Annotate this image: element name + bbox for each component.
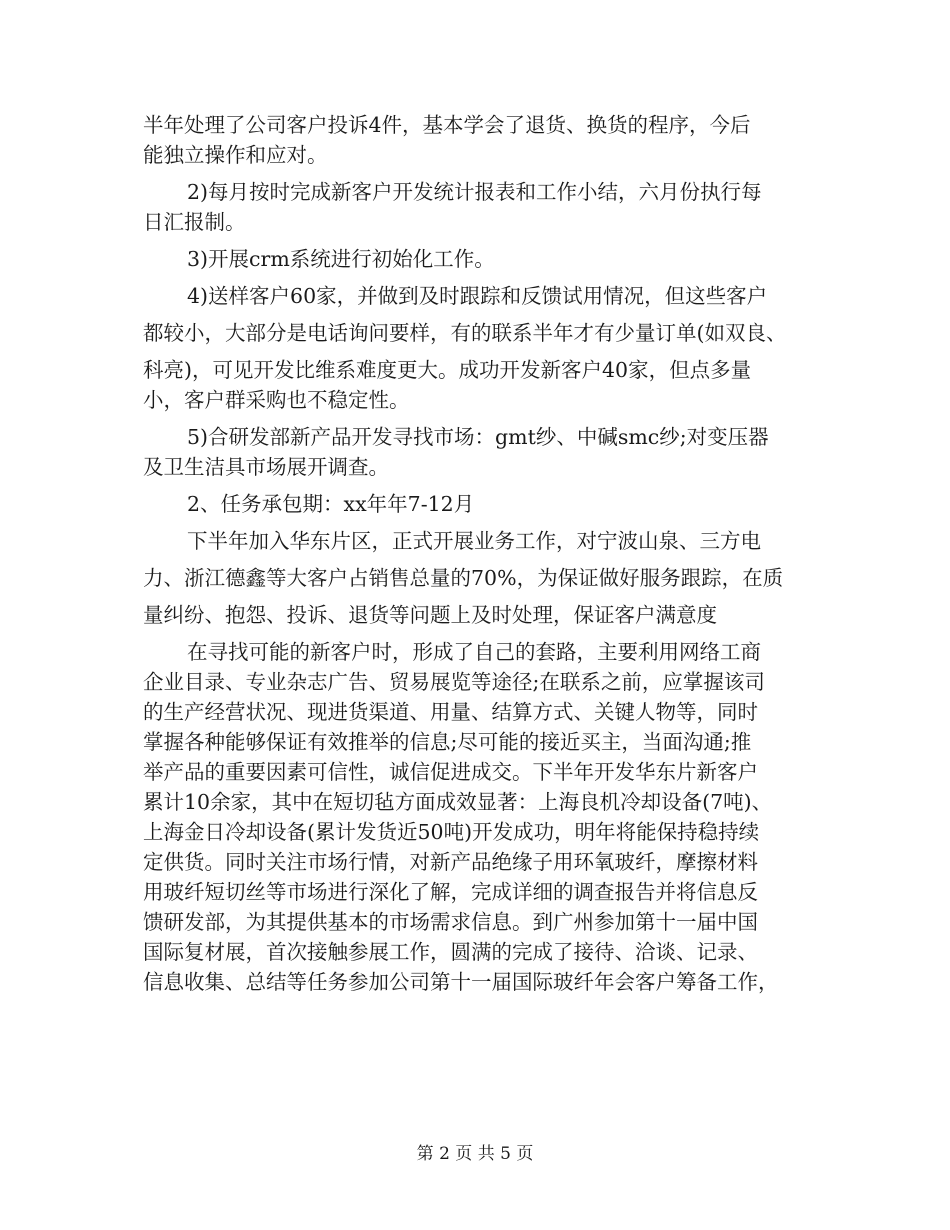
page-footer: 第 2 页 共 5 页 — [416, 1144, 534, 1164]
text-line: 信息收集、总结等任务参加公司第十一届国际玻纤年会客户筹备工作， — [143, 970, 779, 994]
text-line: 4)送样客户60家，并做到及时跟踪和反馈试用情况，但这些客户 — [187, 284, 768, 308]
text-line: 2、任务承包期：xx年年7-12月 — [187, 492, 475, 516]
text-line: 累计10余家，其中在短切毡方面成效显著：上海良机冷却设备(7吨)、 — [143, 790, 773, 814]
text-line: 上海金日冷却设备(累计发货近50吨)开发成功，明年将能保持稳持续 — [143, 820, 760, 844]
text-line: 国际复材展，首次接触参展工作，圆满的完成了接待、洽谈、记录、 — [143, 940, 758, 964]
text-line: 量纠纷、抱怨、投诉、退货等问题上及时处理，保证客户满意度 — [143, 603, 717, 627]
text-line: 能独立操作和应对。 — [143, 143, 328, 167]
text-line: 都较小，大部分是电话询问要样，有的联系半年才有少量订单(如双良、 — [143, 321, 787, 345]
text-line: 下半年加入华东片区，正式开展业务工作，对宁波山泉、三方电 — [187, 529, 761, 553]
text-line: 在寻找可能的新客户时，形成了自己的套路，主要利用网络工商 — [187, 640, 761, 664]
text-line: 5)合研发部新产品开发寻找市场：gmt纱、中碱smc纱;对变压器 — [187, 425, 769, 449]
text-line: 企业目录、专业杂志广告、贸易展览等途径;在联系之前，应掌握该司 — [143, 670, 765, 694]
text-line: 掌握各种能够保证有效推举的信息;尽可能的接近买主，当面沟通;推 — [143, 730, 752, 754]
body-text — [143, 110, 813, 997]
text-line: 力、浙江德鑫等大客户占销售总量的70%，为保证做好服务跟踪，在质 — [143, 566, 784, 590]
text-line: 半年处理了公司客户投诉4件，基本学会了退货、换货的程序，今后 — [143, 113, 751, 137]
text-line: 馈研发部，为其提供基本的市场需求信息。到广州参加第十一届中国 — [143, 910, 758, 934]
text-line: 定供货。同时关注市场行情，对新产品绝缘子用环氧玻纤，摩擦材料 — [143, 850, 758, 874]
text-line: 的生产经营状况、现进货渠道、用量、结算方式、关键人物等，同时 — [143, 700, 758, 724]
text-line: 举产品的重要因素可信性，诚信促进成交。下半年开发华东片新客户 — [143, 760, 758, 784]
text-line: 科亮)，可见开发比维系难度更大。成功开发新客户40家，但点多量 — [143, 358, 752, 382]
text-line: 小，客户群采购也不稳定性。 — [143, 388, 410, 412]
text-line: 及卫生洁具市场展开调查。 — [143, 455, 389, 479]
text-line: 日汇报制。 — [143, 210, 246, 234]
text-line: 用玻纤短切丝等市场进行深化了解，完成详细的调查报告并将信息反 — [143, 880, 758, 904]
text-line: 3)开展crm系统进行初始化工作。 — [187, 247, 495, 271]
text-line: 2)每月按时完成新客户开发统计报表和工作小结，六月份执行每 — [187, 180, 762, 204]
